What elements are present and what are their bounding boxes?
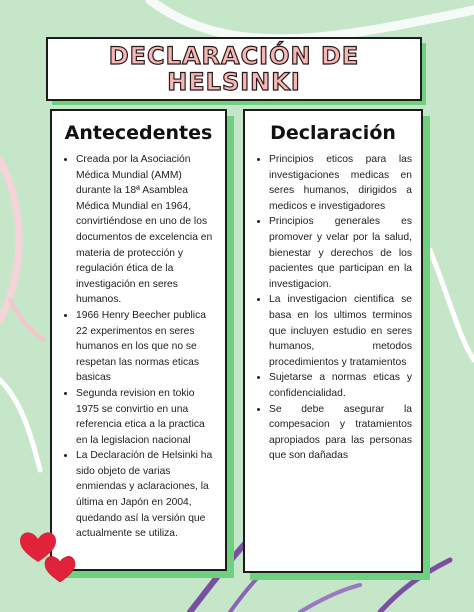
list-item: • La Declaración de Helsinki ha sido objeto de varias enmiendas y aclaraciones, la última en Japón en 2004, quedando así la versión que actualmente se utiliza. <box>76 448 217 542</box>
antecedentes-heading: Antecedentes <box>64 122 213 144</box>
page-title-line-1: DECLARACIÓN DE <box>108 42 360 70</box>
list-item: • Segunda revision en tokio 1975 se convirtio en una referencia etica a la practica en la legislacion nacional <box>76 386 217 448</box>
page-title-line-2: HELSINKI <box>167 68 301 96</box>
antecedentes-card <box>50 109 227 571</box>
title-banner <box>46 37 422 101</box>
list-item: • Sujetarse a normas eticas y confidencialidad. <box>269 370 412 401</box>
hearts-decoration <box>18 528 78 586</box>
list-item: • Principios eticos para las investigaciones medicas en seres humanos, dirigidos a medicos e investigadores <box>269 152 412 214</box>
list-item: • La investigacion cientifica se basa en los ultimos terminos que incluyen estudio en seres humanos, metodos procedimientos y tratamientos <box>269 292 412 370</box>
list-item: • 1966 Henry Beecher publica 22 experimentos en seres humanos en los que no se respetan las normas eticas basicas <box>76 308 217 386</box>
list-item: • Creada por la Asociación Médica Mundial (AMM) durante la 18ª Asamblea Médica Mundial en 1964, convirtiéndose en uno de los documentos de excelencia en materia de protección y regulación ética de la investigación en seres humanos. <box>76 152 217 308</box>
heart-icon <box>45 556 75 582</box>
list-item: • Principios generales es promover y velar por la salud, bienestar y derechos de los pacientes que participan en la investigacion. <box>269 214 412 292</box>
declaracion-list <box>245 152 421 464</box>
declaracion-heading: Declaración <box>270 122 396 144</box>
antecedentes-list <box>52 152 225 542</box>
list-item: • Se debe asegurar la compesacion y tratamientos apropiados para las personas que son dañadas <box>269 402 412 464</box>
declaracion-card <box>243 109 423 573</box>
